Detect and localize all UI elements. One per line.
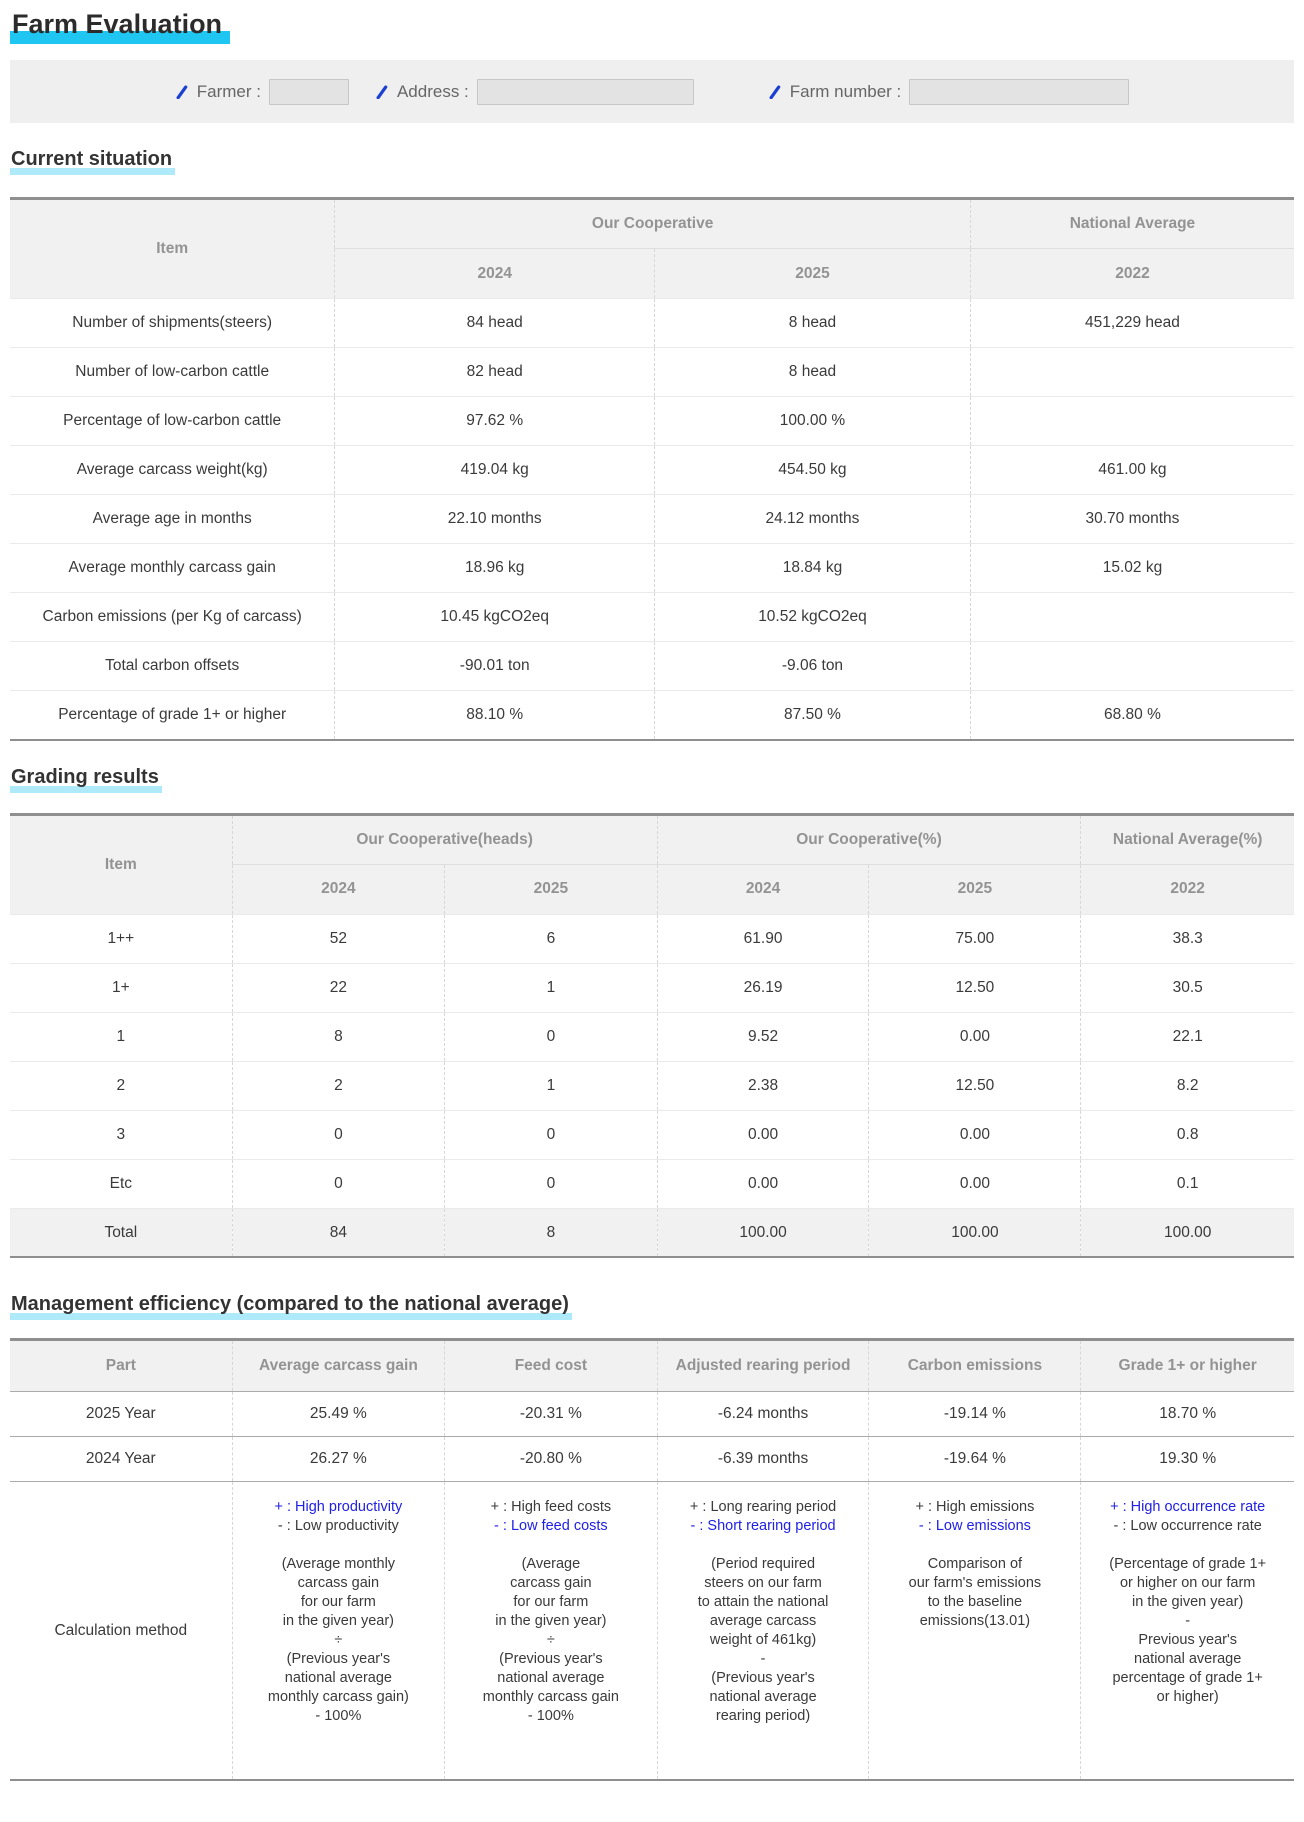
cell-value: 100.00 (869, 1208, 1081, 1257)
cell-value: 88.10 % (335, 691, 655, 740)
cell-value: 9.52 (657, 1012, 869, 1061)
calc-line: for our farm (513, 1594, 589, 1611)
calc-line: - : Low productivity (277, 1518, 399, 1535)
cell-value: 0.00 (657, 1110, 869, 1159)
column-header-year: 2025 (655, 249, 971, 299)
row-label: Average carcass weight(kg) (10, 446, 335, 495)
column-group-national-average: National Average (970, 199, 1294, 249)
cell-value: 26.19 (657, 963, 869, 1012)
calc-line: - (1185, 1613, 1191, 1630)
calc-cell-grade-1plus (1081, 1482, 1294, 1780)
column-header-item: Item (10, 814, 232, 914)
calc-line: + : High productivity (274, 1499, 403, 1516)
row-label: 2025 Year (10, 1392, 232, 1437)
calc-line: in the given year) (282, 1613, 394, 1630)
row-label: Total (10, 1208, 232, 1257)
calc-cell-carbon-emissions (869, 1482, 1081, 1780)
calc-line (875, 1536, 1074, 1555)
table-row (10, 446, 1294, 495)
calc-line: (Previous year's (286, 1651, 391, 1668)
address-field-group (375, 79, 694, 105)
table-row (10, 1392, 1294, 1437)
cell-value: 0 (445, 1159, 658, 1208)
pencil-icon (375, 85, 389, 99)
cell-value: -90.01 ton (335, 642, 655, 691)
cell-value: 22.10 months (335, 495, 655, 544)
farmer-input[interactable] (269, 79, 349, 105)
calc-line: ÷ (334, 1632, 343, 1649)
calc-line (664, 1536, 863, 1555)
current-situation-section (10, 147, 1294, 741)
row-label: 2024 Year (10, 1437, 232, 1482)
row-label: Total carbon offsets (10, 642, 335, 691)
cell-value: 0 (445, 1012, 658, 1061)
cell-value: 6 (445, 914, 658, 963)
cell-value: 84 (232, 1208, 445, 1257)
calc-line: (Previous year's (711, 1670, 815, 1687)
table-row (10, 544, 1294, 593)
cell-value: -19.14 % (869, 1392, 1081, 1437)
row-label: Average monthly carcass gain (10, 544, 335, 593)
page-title: Farm Evaluation (10, 8, 230, 44)
table-row (10, 495, 1294, 544)
cell-value: 1 (445, 963, 658, 1012)
cell-value: 22 (232, 963, 445, 1012)
cell-value: 1 (445, 1061, 658, 1110)
column-header-item: Item (10, 199, 335, 299)
cell-value: 0.00 (869, 1110, 1081, 1159)
row-label: 1+ (10, 963, 232, 1012)
table-row (10, 1012, 1294, 1061)
calc-line: + : High occurrence rate (1110, 1499, 1266, 1516)
calc-line: in the given year) (1132, 1594, 1244, 1611)
row-label: 2 (10, 1061, 232, 1110)
calc-line: ÷ (546, 1632, 555, 1649)
cell-value: 52 (232, 914, 445, 963)
cell-value: 30.70 months (970, 495, 1294, 544)
row-label: Average age in months (10, 495, 335, 544)
cell-value: 87.50 % (655, 691, 971, 740)
table-row (10, 642, 1294, 691)
row-label: 3 (10, 1110, 232, 1159)
cell-value: 38.3 (1081, 914, 1294, 963)
current-situation-table (10, 197, 1294, 741)
cell-value: 97.62 % (335, 397, 655, 446)
calc-line: monthly carcass gain) (267, 1689, 409, 1706)
column-group-our-cooperative-pct: Our Cooperative(%) (657, 814, 1081, 864)
row-label: Percentage of grade 1+ or higher (10, 691, 335, 740)
table-row (10, 1110, 1294, 1159)
cell-value: 2.38 (657, 1061, 869, 1110)
row-label: Number of shipments(steers) (10, 299, 335, 348)
row-label: 1 (10, 1012, 232, 1061)
farm-number-input[interactable] (909, 79, 1129, 105)
calc-line: or higher) (1156, 1689, 1219, 1706)
calc-line: - : Short rearing period (690, 1518, 836, 1535)
cell-value (970, 397, 1294, 446)
cell-value: 0.1 (1081, 1159, 1294, 1208)
row-label: Calculation method (10, 1482, 232, 1780)
calc-line: to the baseline (927, 1594, 1023, 1611)
calc-line: for our farm (300, 1594, 376, 1611)
calc-line: our farm's emissions (908, 1575, 1042, 1592)
cell-value: 0 (232, 1159, 445, 1208)
cell-value: -9.06 ton (655, 642, 971, 691)
cell-value: 419.04 kg (335, 446, 655, 495)
cell-value: 8 head (655, 348, 971, 397)
calc-line: or higher on our farm (1119, 1575, 1256, 1592)
cell-value: 0.8 (1081, 1110, 1294, 1159)
calc-line: weight of 461kg) (709, 1632, 817, 1649)
column-header-year: 2025 (445, 864, 658, 914)
cell-value: 12.50 (869, 1061, 1081, 1110)
cell-value: 10.52 kgCO2eq (655, 593, 971, 642)
column-header-part: Part (10, 1340, 232, 1392)
cell-value: 2 (232, 1061, 445, 1110)
pencil-icon (175, 85, 189, 99)
calc-line: national average (497, 1670, 605, 1687)
cell-value: 100.00 % (655, 397, 971, 446)
calc-line: - (760, 1651, 766, 1668)
column-group-national-average-pct: National Average(%) (1081, 814, 1294, 864)
calc-line: national average (284, 1670, 392, 1687)
cell-value: 0.00 (657, 1159, 869, 1208)
calc-line: in the given year) (495, 1613, 607, 1630)
cell-value: 451,229 head (970, 299, 1294, 348)
cell-value: 61.90 (657, 914, 869, 963)
column-header: Adjusted rearing period (657, 1340, 869, 1392)
calc-line: carcass gain (510, 1575, 592, 1592)
cell-value: 68.80 % (970, 691, 1294, 740)
management-efficiency-heading: Management efficiency (compared to the national average) (10, 1292, 572, 1320)
cell-value: 10.45 kgCO2eq (335, 593, 655, 642)
row-label: Etc (10, 1159, 232, 1208)
cell-value: 18.96 kg (335, 544, 655, 593)
calc-line: national average (709, 1689, 817, 1706)
calc-line: national average (1134, 1651, 1242, 1668)
calc-line: (Average (521, 1556, 581, 1573)
table-row (10, 593, 1294, 642)
farmer-label: Farmer : (196, 81, 261, 101)
cell-value: 454.50 kg (655, 446, 971, 495)
cell-value: 18.70 % (1081, 1392, 1294, 1437)
cell-value: 18.84 kg (655, 544, 971, 593)
table-row (10, 1159, 1294, 1208)
management-efficiency-table (10, 1338, 1294, 1781)
cell-value: 12.50 (869, 963, 1081, 1012)
cell-value: 30.5 (1081, 963, 1294, 1012)
farmer-field-group (175, 79, 349, 105)
calc-line: - 100% (527, 1708, 574, 1725)
column-group-our-cooperative-heads: Our Cooperative(heads) (232, 814, 657, 864)
column-header-year: 2022 (1081, 864, 1294, 914)
row-label: Number of low-carbon cattle (10, 348, 335, 397)
calc-cell-adjusted-rearing-period (657, 1482, 869, 1780)
calc-line: carcass gain (297, 1575, 380, 1592)
calc-line: percentage of grade 1+ (1112, 1670, 1263, 1687)
calc-line: steers on our farm (704, 1575, 822, 1592)
calculation-method-row (10, 1482, 1294, 1780)
cell-value: 0.00 (869, 1012, 1081, 1061)
table-row (10, 1061, 1294, 1110)
column-header: Feed cost (445, 1340, 658, 1392)
cell-value: 8 (232, 1012, 445, 1061)
column-group-our-cooperative: Our Cooperative (335, 199, 971, 249)
cell-value: 24.12 months (655, 495, 971, 544)
cell-value: 8 head (655, 299, 971, 348)
calc-cell-average-carcass-gain (232, 1482, 445, 1780)
table-row (10, 1208, 1294, 1257)
table-row (10, 691, 1294, 740)
row-label: Carbon emissions (per Kg of carcass) (10, 593, 335, 642)
address-input[interactable] (477, 79, 694, 105)
cell-value: -20.80 % (445, 1437, 658, 1482)
cell-value: 8.2 (1081, 1061, 1294, 1110)
calc-line: - 100% (315, 1708, 362, 1725)
cell-value: 15.02 kg (970, 544, 1294, 593)
grading-results-heading: Grading results (10, 765, 162, 793)
calc-line: - : Low occurrence rate (1113, 1518, 1262, 1535)
calc-line: + : High emissions (915, 1499, 1035, 1516)
row-label: Percentage of low-carbon cattle (10, 397, 335, 446)
calc-line: average carcass (709, 1613, 817, 1630)
cell-value: -6.39 months (657, 1437, 869, 1482)
calc-cell-feed-cost (445, 1482, 658, 1780)
calc-line: emissions(13.01) (919, 1613, 1031, 1630)
column-header: Grade 1+ or higher (1081, 1340, 1294, 1392)
table-row (10, 914, 1294, 963)
address-label: Address : (396, 81, 469, 101)
table-row (10, 397, 1294, 446)
calc-line (239, 1536, 439, 1555)
table-row (10, 348, 1294, 397)
calc-line: Comparison of (927, 1556, 1023, 1573)
calc-line: (Percentage of grade 1+ (1109, 1556, 1267, 1573)
cell-value (970, 593, 1294, 642)
management-efficiency-section (10, 1292, 1294, 1781)
cell-value: -19.64 % (869, 1437, 1081, 1482)
calc-line: monthly carcass gain (482, 1689, 619, 1706)
calc-line: (Previous year's (499, 1651, 603, 1668)
cell-value: 26.27 % (232, 1437, 445, 1482)
farm-number-field-group (768, 79, 1129, 105)
cell-value: 0 (232, 1110, 445, 1159)
calc-line: - : Low emissions (918, 1518, 1031, 1535)
table-row (10, 963, 1294, 1012)
cell-value (970, 642, 1294, 691)
calc-line: Previous year's (1138, 1632, 1237, 1649)
cell-value (970, 348, 1294, 397)
calc-line: rearing period) (715, 1708, 811, 1725)
cell-value: 0.00 (869, 1159, 1081, 1208)
calc-line: (Average monthly (281, 1556, 396, 1573)
column-header-year: 2022 (970, 249, 1294, 299)
column-header: Average carcass gain (232, 1340, 445, 1392)
cell-value: 100.00 (657, 1208, 869, 1257)
grading-results-table (10, 813, 1294, 1259)
row-label: 1++ (10, 914, 232, 963)
column-header-year: 2024 (335, 249, 655, 299)
calc-line: to attain the national (697, 1594, 829, 1611)
grading-results-section (10, 765, 1294, 1259)
cell-value: 8 (445, 1208, 658, 1257)
column-header-year: 2025 (869, 864, 1081, 914)
cell-value: 82 head (335, 348, 655, 397)
cell-value: 0 (445, 1110, 658, 1159)
cell-value: 84 head (335, 299, 655, 348)
farm-number-label: Farm number : (789, 81, 902, 101)
column-header: Carbon emissions (869, 1340, 1081, 1392)
cell-value: -6.24 months (657, 1392, 869, 1437)
column-header-year: 2024 (657, 864, 869, 914)
cell-value: 461.00 kg (970, 446, 1294, 495)
farm-info-bar (10, 60, 1294, 123)
calc-line: + : Long rearing period (689, 1499, 837, 1516)
table-row (10, 1437, 1294, 1482)
cell-value: 19.30 % (1081, 1437, 1294, 1482)
column-header-year: 2024 (232, 864, 445, 914)
pencil-icon (768, 85, 782, 99)
calc-line: - : Low feed costs (494, 1518, 608, 1535)
cell-value: 22.1 (1081, 1012, 1294, 1061)
cell-value: 25.49 % (232, 1392, 445, 1437)
calc-line: (Period required (711, 1556, 816, 1573)
calc-line (1087, 1536, 1288, 1555)
cell-value: 100.00 (1081, 1208, 1294, 1257)
calc-line (451, 1536, 651, 1555)
table-row (10, 299, 1294, 348)
cell-value: 75.00 (869, 914, 1081, 963)
calc-line: + : High feed costs (490, 1499, 612, 1516)
cell-value: -20.31 % (445, 1392, 658, 1437)
current-situation-heading: Current situation (10, 147, 175, 175)
